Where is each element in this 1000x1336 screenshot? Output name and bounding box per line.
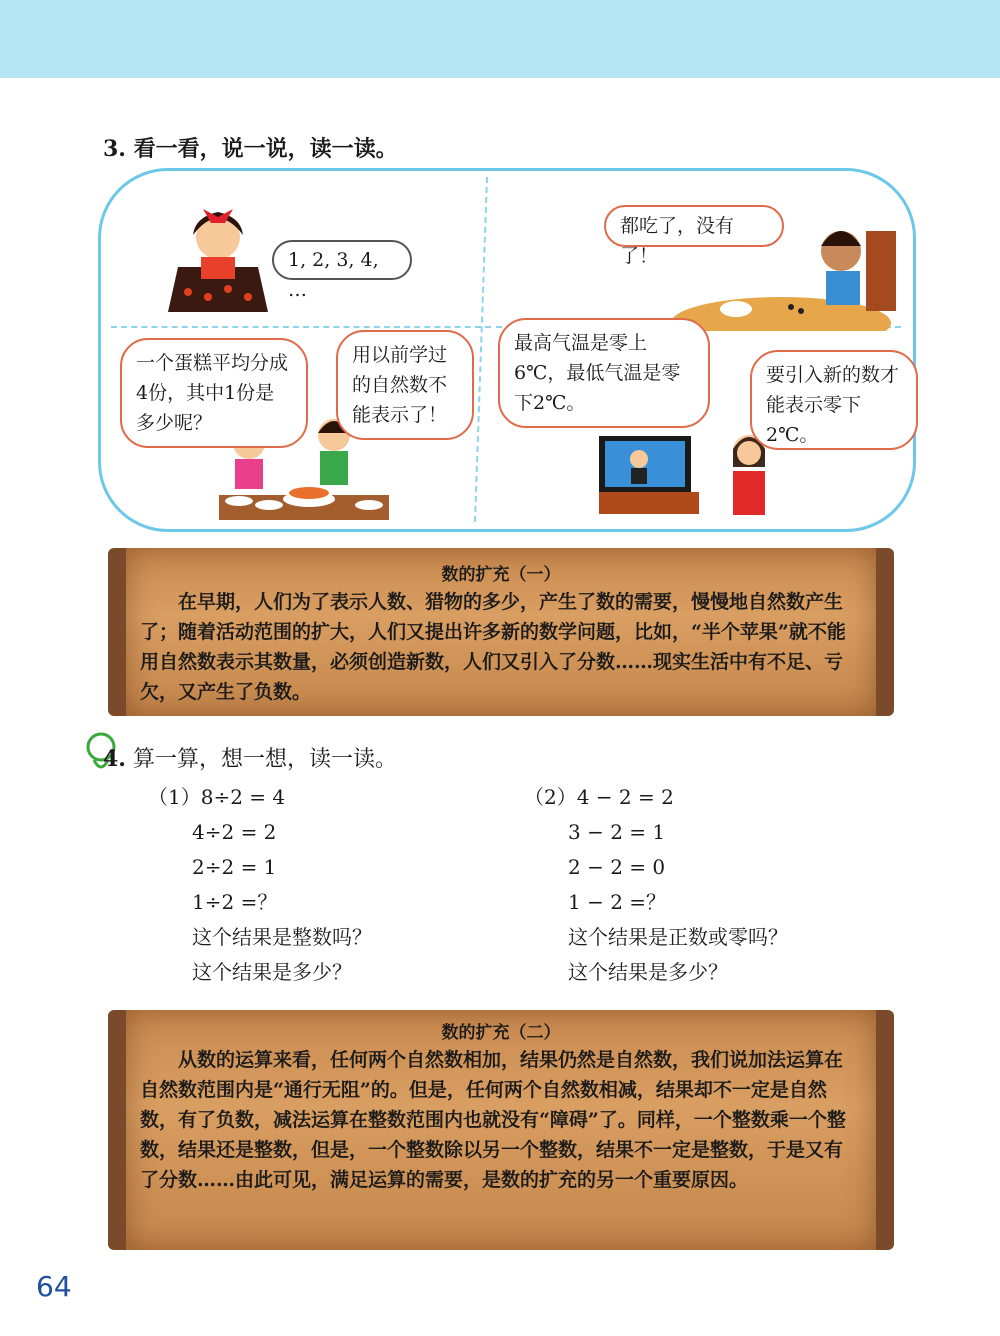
scroll-2-title: 数的扩充（二） bbox=[441, 1023, 561, 1043]
scroll-1-title: 数的扩充（一） bbox=[441, 565, 561, 585]
speech-bubble-natural-numbers: 用以前学过的自然数不能表示了！ bbox=[336, 330, 474, 440]
column-2-question: 这个结果是正数或零吗？ bbox=[568, 925, 788, 949]
column-2-line: 2 − 2 = 0 bbox=[568, 855, 666, 879]
column-1-line: 2÷2 = 1 bbox=[192, 855, 277, 879]
question-4-title bbox=[103, 742, 397, 773]
column-1-line: 1÷2 =？ bbox=[192, 890, 278, 914]
column-1-question: 这个结果是多少？ bbox=[192, 960, 352, 984]
calculation-column-1 bbox=[148, 780, 372, 990]
column-2-line: 1 − 2 =？ bbox=[568, 890, 667, 914]
question-4-number: 4. bbox=[103, 746, 126, 772]
reading-scroll-2 bbox=[108, 1010, 894, 1250]
speech-bubble-cake: 一个蛋糕平均分成4份，其中1份是多少呢？ bbox=[120, 338, 308, 448]
panel-divider bbox=[111, 326, 491, 328]
column-1-label: （1） bbox=[148, 785, 201, 809]
speech-bubble-temperature: 最高气温是零上6℃，最低气温是零下2℃。 bbox=[498, 318, 710, 428]
panel-divider bbox=[474, 177, 488, 522]
column-2-line: 4 − 2 = 2 bbox=[576, 785, 674, 809]
column-2-label: （2） bbox=[524, 785, 577, 809]
column-1-question: 这个结果是整数吗？ bbox=[192, 925, 372, 949]
calculation-column-2 bbox=[524, 780, 788, 990]
girl-counting-apples-illustration bbox=[163, 197, 273, 317]
speech-bubble-counting: 1, 2, 3, 4, … bbox=[272, 240, 412, 280]
reading-scroll-1 bbox=[108, 548, 894, 716]
column-2-question: 这个结果是多少？ bbox=[568, 960, 728, 984]
scroll-2-body: 从数的运算来看，任何两个自然数相加，结果仍然是自然数，我们说加法运算在自然数范围内是“通行无阻”的。但是，任何两个自然数相减，结果却不一定是自然数，有了负数，减法运算在整数范围内也就没有“障碍”了。同样，一个整数乘一个整数，结果还是整数，但是，一个整数除以另一个整数，结果不一定是整数，于是又有了分数……由此可见，满足运算的需要，是数的扩充的另一个重要原因。 bbox=[140, 1049, 846, 1191]
scroll-1-body: 在早期，人们为了表示人数、猎物的多少，产生了数的需要，慢慢地自然数产生了；随着活动范围的扩大，人们又提出许多新的数学问题，比如，“半个苹果”就不能用自然数表示其数量，必须创造新数，人们又引入了分数……现实生活中有不足、亏欠，又产生了负数。 bbox=[140, 591, 846, 703]
tv-weather-girl-illustration bbox=[599, 431, 789, 531]
question-3-title: 3. 看一看，说一说，读一读。 bbox=[103, 136, 398, 162]
question-4-text: 算一算，想一想，读一读。 bbox=[132, 747, 397, 772]
speech-bubble-new-number: 要引入新的数才能表示零下2℃。 bbox=[750, 350, 918, 450]
column-1-line: 4÷2 = 2 bbox=[192, 820, 277, 844]
page-number: 64 bbox=[36, 1270, 72, 1303]
speech-bubble-eaten: 都吃了，没有了！ bbox=[604, 205, 784, 247]
top-color-band bbox=[0, 0, 1000, 78]
column-2-line: 3 − 2 = 1 bbox=[568, 820, 666, 844]
column-1-line: 8÷2 = 4 bbox=[200, 785, 286, 809]
